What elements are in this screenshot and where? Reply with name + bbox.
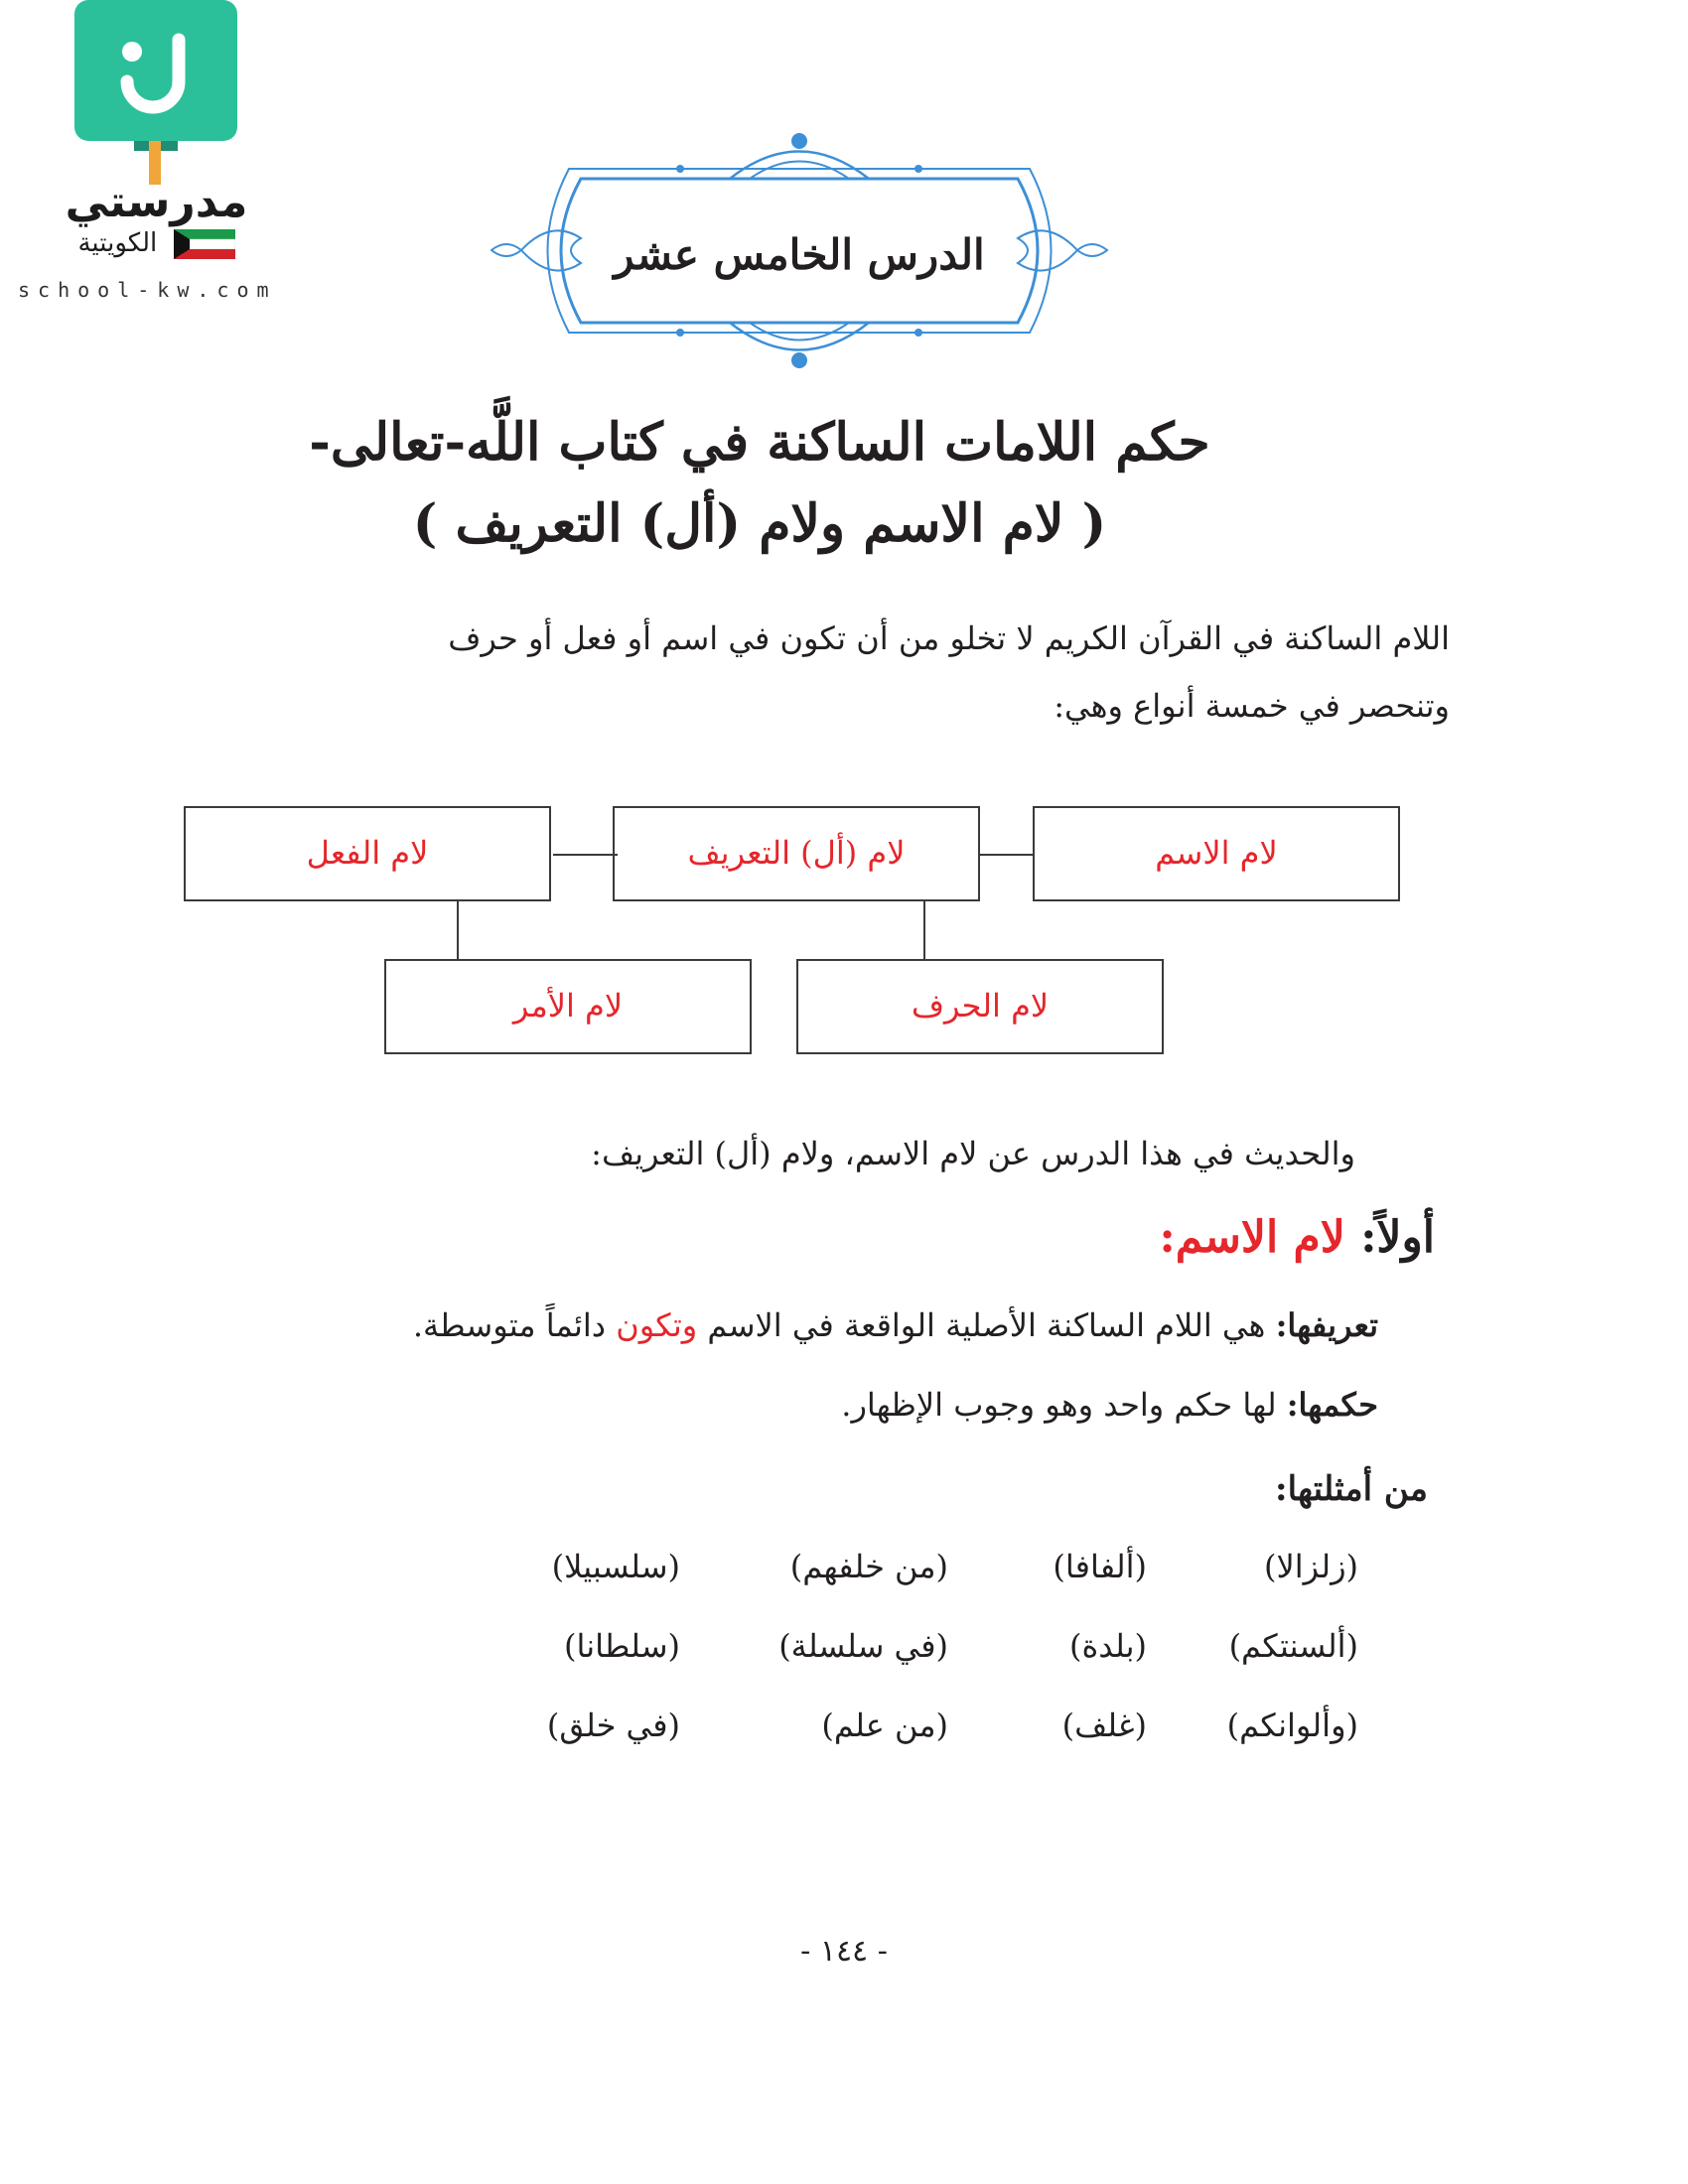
type-box-ism: لام الاسم	[1033, 806, 1400, 901]
connector-line	[923, 899, 925, 959]
example-item: (في خلق)	[546, 1706, 680, 1744]
example-item: (بلدة)	[1068, 1627, 1147, 1665]
section-name: لام الاسم:	[1159, 1212, 1345, 1263]
ruling-text: لها حكم واحد وهو وجوب الإظهار.	[841, 1386, 1277, 1424]
ruling-label: حكمها:	[1286, 1386, 1378, 1424]
intro-line-1: اللام الساكنة في القرآن الكريم لا تخلو من أن تكون في اسم أو فعل أو حرف	[448, 619, 1450, 657]
ruling-row	[841, 1375, 1378, 1434]
type-box-harf: لام الحرف	[796, 959, 1164, 1054]
connector-line	[978, 854, 1033, 856]
talk-line: والحديث في هذا الدرس عن لام الاسم، ولام (أل) التعريف:	[591, 1135, 1355, 1172]
example-item: (من علم)	[821, 1706, 948, 1744]
section-number: أولاً:	[1360, 1212, 1435, 1263]
example-item: (من خلفهم)	[789, 1548, 948, 1585]
examples-label: من أمثلتها:	[1275, 1469, 1428, 1509]
definition-text-a: هي اللام الساكنة الأصلية الواقعة في الاسم	[707, 1306, 1266, 1344]
type-box-fi3l: لام الفعل	[184, 806, 551, 901]
definition-row	[413, 1296, 1378, 1355]
page-title	[298, 402, 1221, 565]
title-line-1: حكم اللامات الساكنة في كتاب اللَّه-تعالى-	[309, 412, 1210, 473]
logo-url: school-kw.com	[18, 278, 277, 302]
school-logo	[74, 0, 238, 149]
example-item: (زلزالا)	[1264, 1548, 1358, 1585]
logo-subtitle-text: الكويتية	[77, 228, 158, 258]
connector-line	[553, 854, 618, 856]
definition-highlight: وتكون	[616, 1306, 698, 1344]
connector-line	[457, 899, 459, 959]
title-line-2: ( لام الاسم ولام (أل) التعريف )	[412, 493, 1107, 554]
definition-label: تعريفها:	[1275, 1306, 1378, 1344]
kuwait-flag-icon	[174, 229, 235, 259]
type-box-amr: لام الأمر	[384, 959, 752, 1054]
example-item: (غلف)	[1061, 1706, 1147, 1744]
logo-text	[40, 179, 273, 259]
example-item: (في سلسلة)	[778, 1627, 948, 1665]
definition-text-b: دائماً متوسطة.	[412, 1306, 607, 1344]
logo-name: مدرستي	[65, 177, 248, 227]
example-item: (سلسبيلا)	[551, 1548, 680, 1585]
type-box-al: لام (أل) التعريف	[613, 806, 980, 901]
section-heading	[1159, 1203, 1435, 1273]
page-number: - ١٤٤ -	[800, 1934, 888, 1969]
example-item: (سلطانا)	[563, 1627, 680, 1665]
logo-subtitle	[40, 228, 273, 259]
example-item: (وألوانكم)	[1226, 1706, 1358, 1744]
intro-line-2: وتنحصر في خمسة أنواع وهي:	[1054, 687, 1450, 725]
lesson-label: الدرس الخامس عشر	[614, 230, 985, 279]
example-item: (ألفافا)	[1053, 1548, 1147, 1585]
example-item: (ألسنتكم)	[1228, 1627, 1358, 1665]
